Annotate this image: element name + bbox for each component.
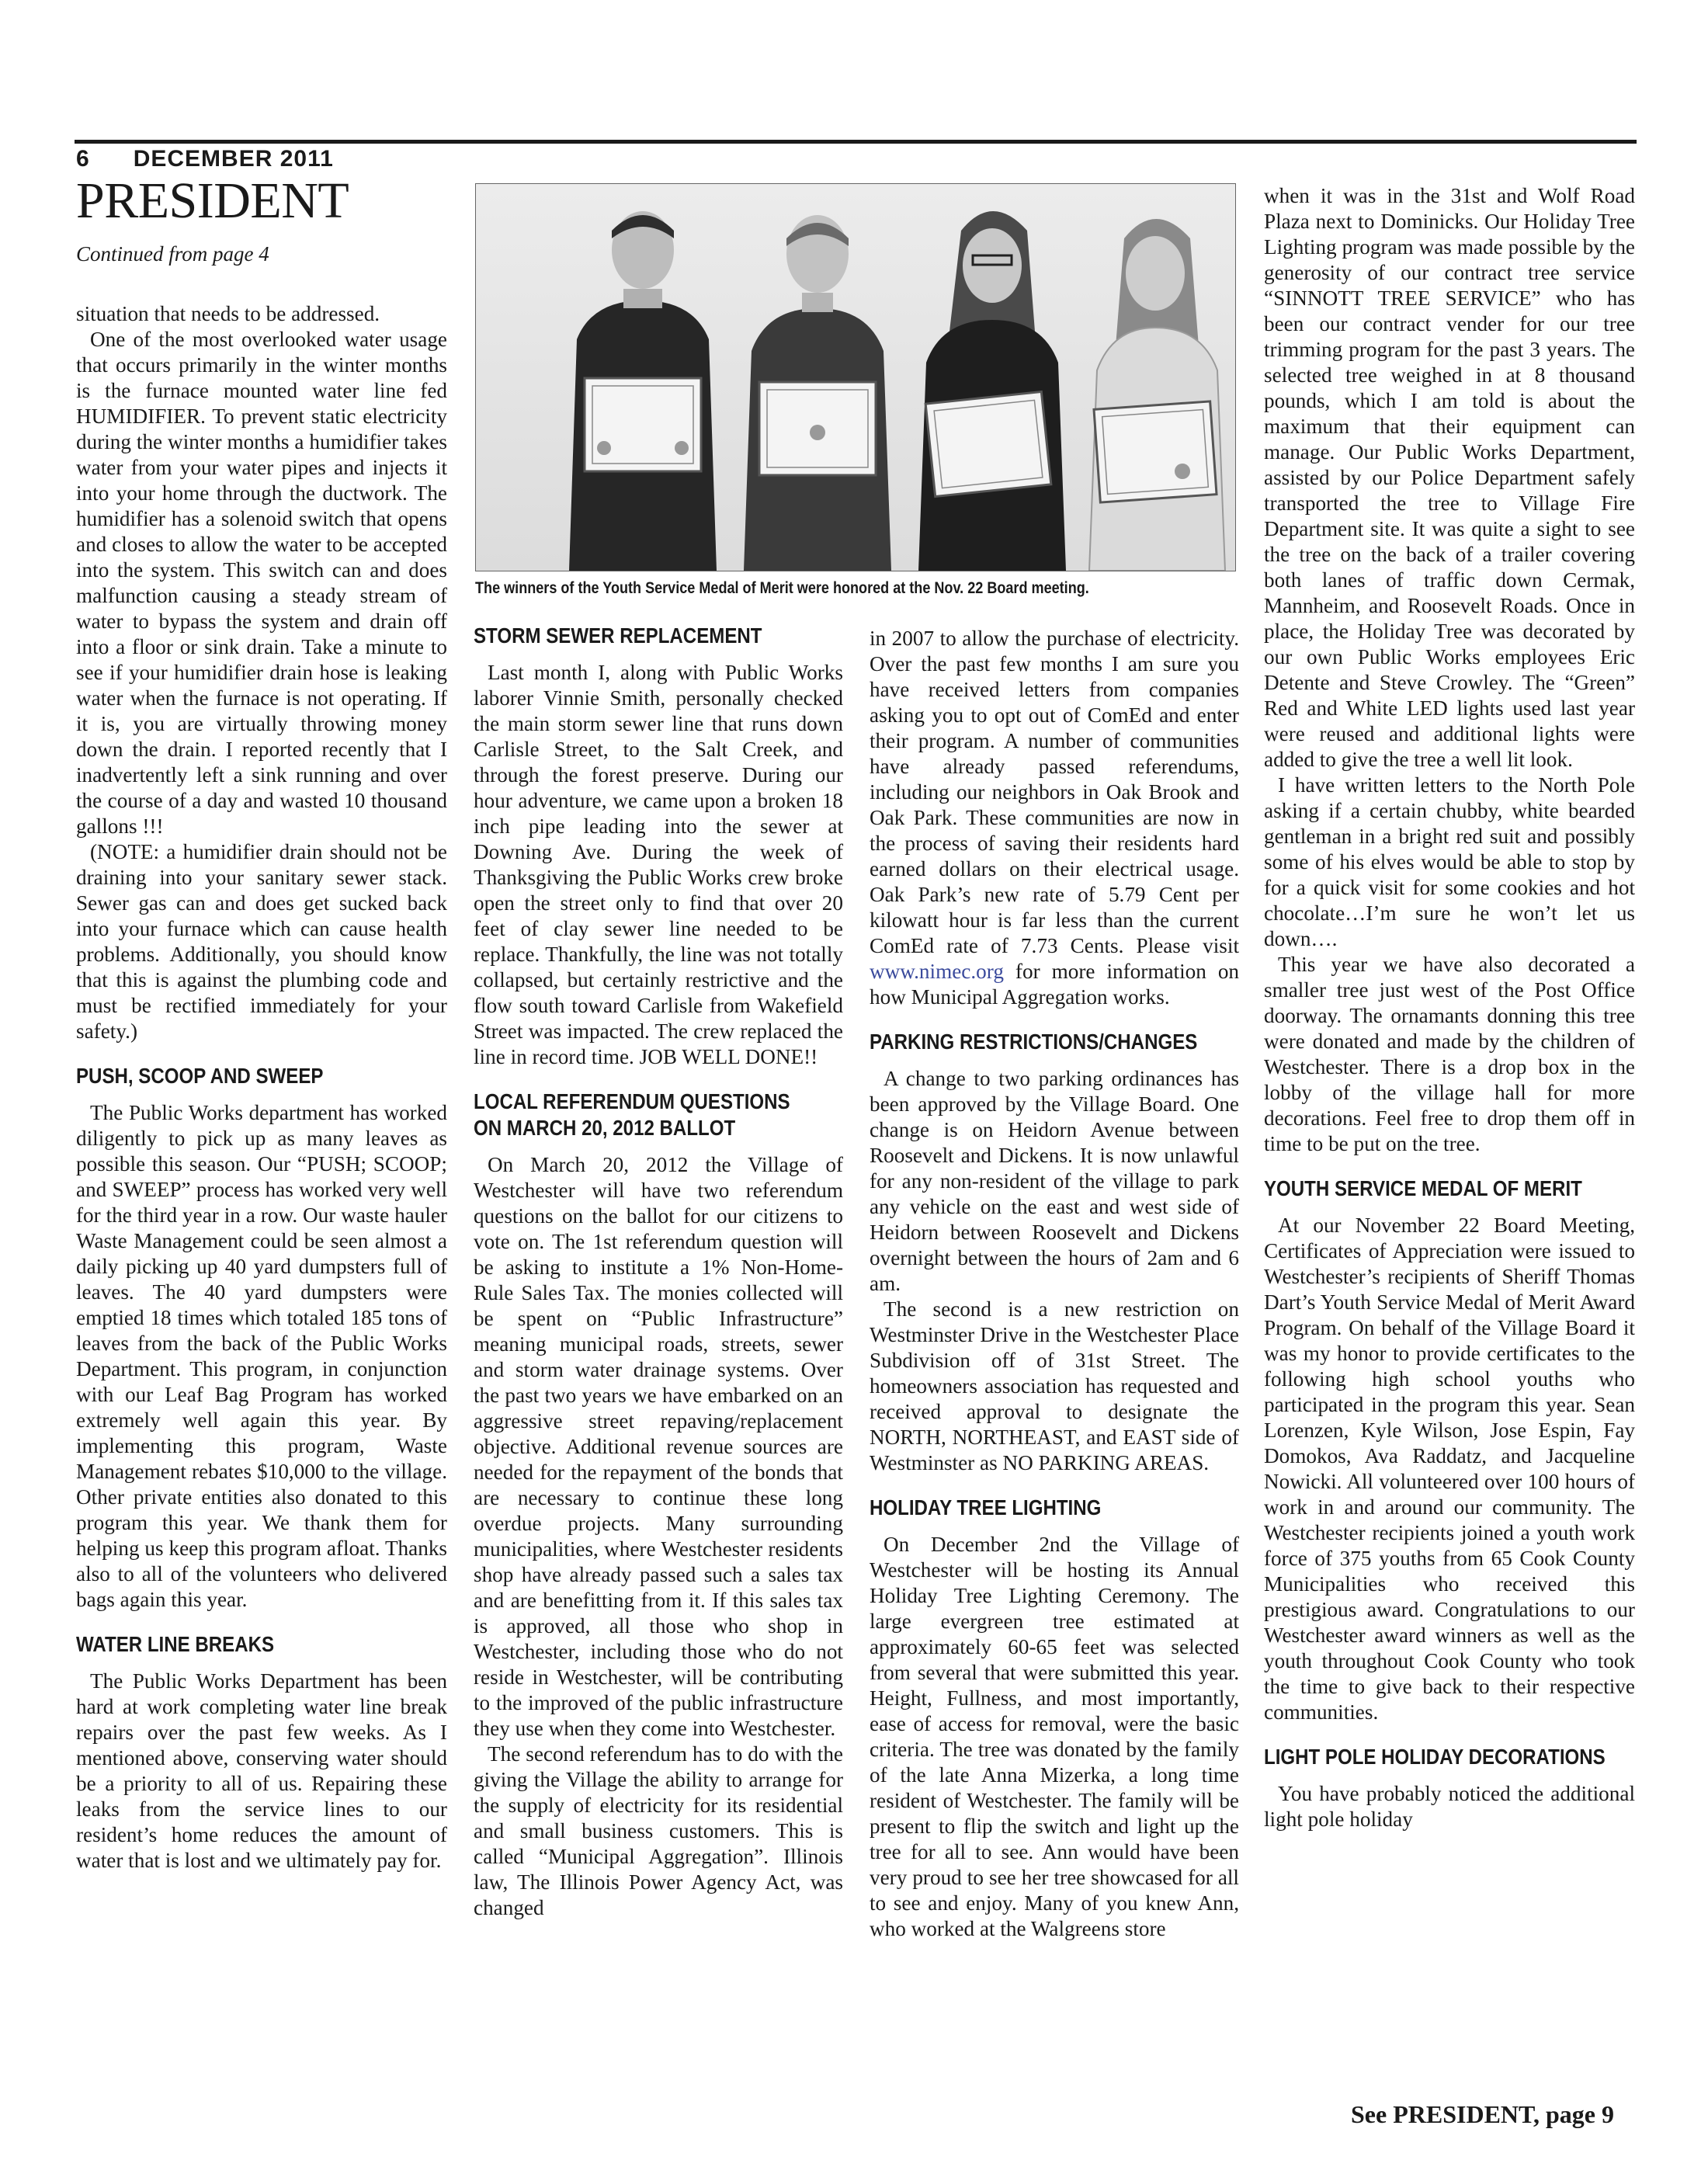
- paragraph-text: for more information on how Municipal Aggregation works.: [870, 960, 1240, 1009]
- paragraph: The Public Works department has worked diligently to pick up as many leaves as possible this season. Our “PUSH; SCOOP; and SWEEP” process has worked very well for the third year in a row. Our waste hauler Waste Management could be seen almost a daily picking up 40 yard dumpsters full of leaves. The 40 yard dumpsters were emptied 18 times which totaled 185 tons of leaves from the back of the Public Works Department. This program, in conjunction with our Leaf Bag Program has worked extremely well again this year. By implementing this program, Waste Management rebates $10,000 to the village. Other private entities also donated to this program this year. We thank them for helping us keep this program afloat. Thanks also to all of the volunteers who delivered bags again this year.: [76, 1101, 447, 1611]
- paragraph: You have probably noticed the additional light pole holiday: [1264, 1782, 1635, 1831]
- column-2: [474, 604, 843, 1921]
- section-heading: YOUTH SERVICE MEDAL OF MERIT: [1264, 1176, 1582, 1200]
- paragraph: The Public Works Department has been hard at work completing water line break repairs over the past few weeks. As I mentioned above, conserving water should be a priority to all of us. Repairing these leaks from the service lines to our resident’s home reduces the amount of water that is lost and we ultimately pay for.: [76, 1669, 447, 1872]
- paragraph: This year we have also decorated a smaller tree just west of the Post Office doorway. The ornamants donning this tree were donated and made by the children of Westchester. There is a drop box in the lobby of the village hall for more decorations. Feel free to drop them off in time to be put on the tree.: [1264, 953, 1635, 1155]
- section-title: PRESIDENT: [76, 172, 349, 229]
- section-heading: PUSH, SCOOP AND SWEEP: [76, 1064, 324, 1088]
- paragraph: when it was in the 31st and Wolf Road Plaza next to Dominicks. Our Holiday Tree Lighting program was made possible by the generosity of our contract tree service “SINNOTT TREE SERVICE” who has been our contract vender for our tree trimming program for the past 3 years. The selected tree weighed in at 8 thousand pounds, which I am told is about the maximum that their equipment can manage. Our Public Works Department, assisted by our Police Department safely transported the tree to Village Fire Department site. It was quite a sight to see the tree on the back of a trailer covering both lanes of traffic down Cermak, Mannheim, and Roosevelt Roads. Once in place, the Holiday Tree was decorated by our own Public Works employees Eric Detente and Steve Crowley. The “Green” Red and White LED lights used last year were reused and additional lights were added to give the tree a well lit look.: [1264, 184, 1635, 771]
- column-1: [76, 172, 447, 1874]
- page-number: 6: [76, 146, 90, 172]
- paragraph: On December 2nd the Village of Westchester will be hosting its Annual Holiday Tree Lighting Ceremony. The large evergreen tree estimated at approximately 60-65 feet was selected from several that were submitted this year. Height, Fullness, and most importantly, ease of access for removal, were the basic criteria. The tree was donated by the family of the late Anna Mizerka, a long time resident of Westchester. The family will be present to flip the switch and light up the tree for all to see. Ann would have been very proud to see her tree showcased for all to see and enjoy. Many of you knew Ann, who worked at the Walgreens store: [870, 1533, 1239, 1940]
- paragraph: [870, 626, 1239, 1010]
- column-3: [870, 626, 1239, 1942]
- paragraph: One of the most overlooked water usage that occurs primarily in the winter months is the furnace mounted water line fed HUMIDIFIER. To prevent static electricity during the winter months a humidifier takes water from your water pipes and injects it into your home through the ductwork. The humidifier has a solenoid switch that opens and closes to allow the water to be accepted into the system. This switch can and does malfunction causing a steady stream of water to bypass the system and drain off into a floor or sink drain. Take a minute to see if your humidifier drain hose is leaking water when the furnace is not operating. If it is, you are virtually throwing money down the drain. I reported recently that I inadvertently left a sink running and over the course of a day and wasted 10 thousand gallons !!!: [76, 328, 447, 838]
- award-photo: [475, 183, 1236, 571]
- paragraph: I have written letters to the North Pole asking if a certain chubby, white bearded gentleman in a bright red suit and possibly some of his elves would be able to stop by for a quick visit for some cookies and hot chocolate…I’m sure he won’t let us down….: [1264, 773, 1635, 950]
- section-heading: STORM SEWER REPLACEMENT: [474, 623, 762, 648]
- section-heading: ON MARCH 20, 2012 BALLOT: [474, 1116, 736, 1140]
- page-header: [76, 146, 334, 172]
- paragraph: (NOTE: a humidifier drain should not be draining into your sanitary sewer stack. Sewer gas can and does get sucked back into your furnace which can cause health problems. Additionally, you should know that this is against the plumbing code and must be rectified immediately for your safety.): [76, 840, 447, 1043]
- nimec-link[interactable]: www.nimec.org: [870, 960, 1004, 983]
- paragraph: The second is a new restriction on Westminster Drive in the Westchester Place Subdivision off of 31st Street. The homeowners association has requested and received approval to designate the NORTH, NORTHEAST, and EAST side of Westminster as NO PARKING AREAS.: [870, 1297, 1239, 1474]
- section-heading: HOLIDAY TREE LIGHTING: [870, 1495, 1102, 1519]
- photo-caption: The winners of the Youth Service Medal of Merit were honored at the Nov. 22 Board meeting.: [475, 579, 1089, 597]
- paragraph-text: in 2007 to allow the purchase of electricity. Over the past few months I am sure you have received letters from companies asking you to opt out of ComEd and enter their program. A number of communities have already passed referendums, including our neighbors in Oak Brook and Oak Park. These communities are now in the process of saving their residents hard earned dollars on their electrical usage. Oak Park’s new rate of 5.79 Cent per kilowatt hour is far less than the current ComEd rate of 7.73 Cents. Please visit: [870, 627, 1239, 957]
- continued-from: Continued from page 4: [76, 242, 269, 266]
- section-heading: LIGHT POLE HOLIDAY DECORATIONS: [1264, 1745, 1606, 1769]
- column-4: [1264, 183, 1635, 1832]
- section-heading: WATER LINE BREAKS: [76, 1632, 275, 1656]
- award-photo-image: [476, 184, 1235, 571]
- top-rule: [75, 140, 1637, 144]
- jump-line[interactable]: See PRESIDENT, page 9: [1351, 2100, 1614, 2128]
- section-heading: LOCAL REFERENDUM QUESTIONS: [474, 1089, 790, 1113]
- paragraph: At our November 22 Board Meeting, Certificates of Appreciation were issued to Westchester’s recipients of Sheriff Thomas Dart’s Youth Service Medal of Merit Award Program. On behalf of the Village Board it was my honor to provide certificates to the following high school youths who participated in the program this year. Sean Lorenzen, Kyle Wilson, Jose Espin, Fay Domokos, Ava Raddatz, and Jacqueline Nowicki. All volunteered over 100 hours of work in and around our community. The Westchester recipients joined a youth work force of 375 youths from 65 Cook County Municipalities who received this prestigious award. Congratulations to our Westchester award winners as well as the youth throughout Cook County who took the time to give back to their respective communities.: [1264, 1214, 1635, 1724]
- paragraph: A change to two parking ordinances has been approved by the Village Board. One change is on Heidorn Avenue between Roosevelt and Dickens. It is now unlawful for any non-resident of the village to park any vehicle on the east and west side of Heidorn between Roosevelt and Dickens overnight between the hours of 2am and 6 am.: [870, 1067, 1239, 1295]
- section-heading: PARKING RESTRICTIONS/CHANGES: [870, 1030, 1198, 1054]
- paragraph: On March 20, 2012 the Village of Westchester will have two referendum questions on the ballot for our citizens to vote on. The 1st referendum question will be asking to institute a 1% Non-Home-Rule Sales Tax. The monies collected will be spent on “Public Infrastructure” meaning municipal roads, streets, sewer and storm water drainage systems. Over the past two years we have embarked on an aggressive street repaving/replacement objective. Additional revenue sources are needed for the repayment of the bonds that are necessary to continue these long overdue projects. Many surrounding municipalities, where Westchester residents shop have already passed such a sales tax and are benefitting from it. If this sales tax is approved, all those who shop in Westchester, including those who do not reside in Westchester, will be contributing to the improved of the public infrastructure they use when they come into Westchester.: [474, 1153, 843, 1740]
- issue-date: DECEMBER 2011: [133, 146, 334, 172]
- paragraph: Last month I, along with Public Works laborer Vinnie Smith, personally checked the main storm sewer line that runs down Carlisle Street, to the Salt Creek, and through the forest preserve. During our hour adventure, we came upon a broken 18 inch pipe leading into the sewer at Downing Ave. During the week of Thanksgiving the Public Works crew broke open the street only to find that over 20 feet of clay sewer line needed to be replace. Thankfully, the line was not totally collapsed, but certainly restrictive and the flow south toward Carlisle from Wakefield Street was impacted. The crew replaced the line in record time. JOB WELL DONE!!: [474, 661, 843, 1068]
- paragraph: The second referendum has to do with the giving the Village the ability to arrange for the supply of electricity for its residential and small business customers. This is called “Municipal Aggregation”. Illinois law, The Illinois Power Agency Act, was changed: [474, 1742, 843, 1919]
- paragraph: situation that needs to be addressed.: [76, 302, 380, 325]
